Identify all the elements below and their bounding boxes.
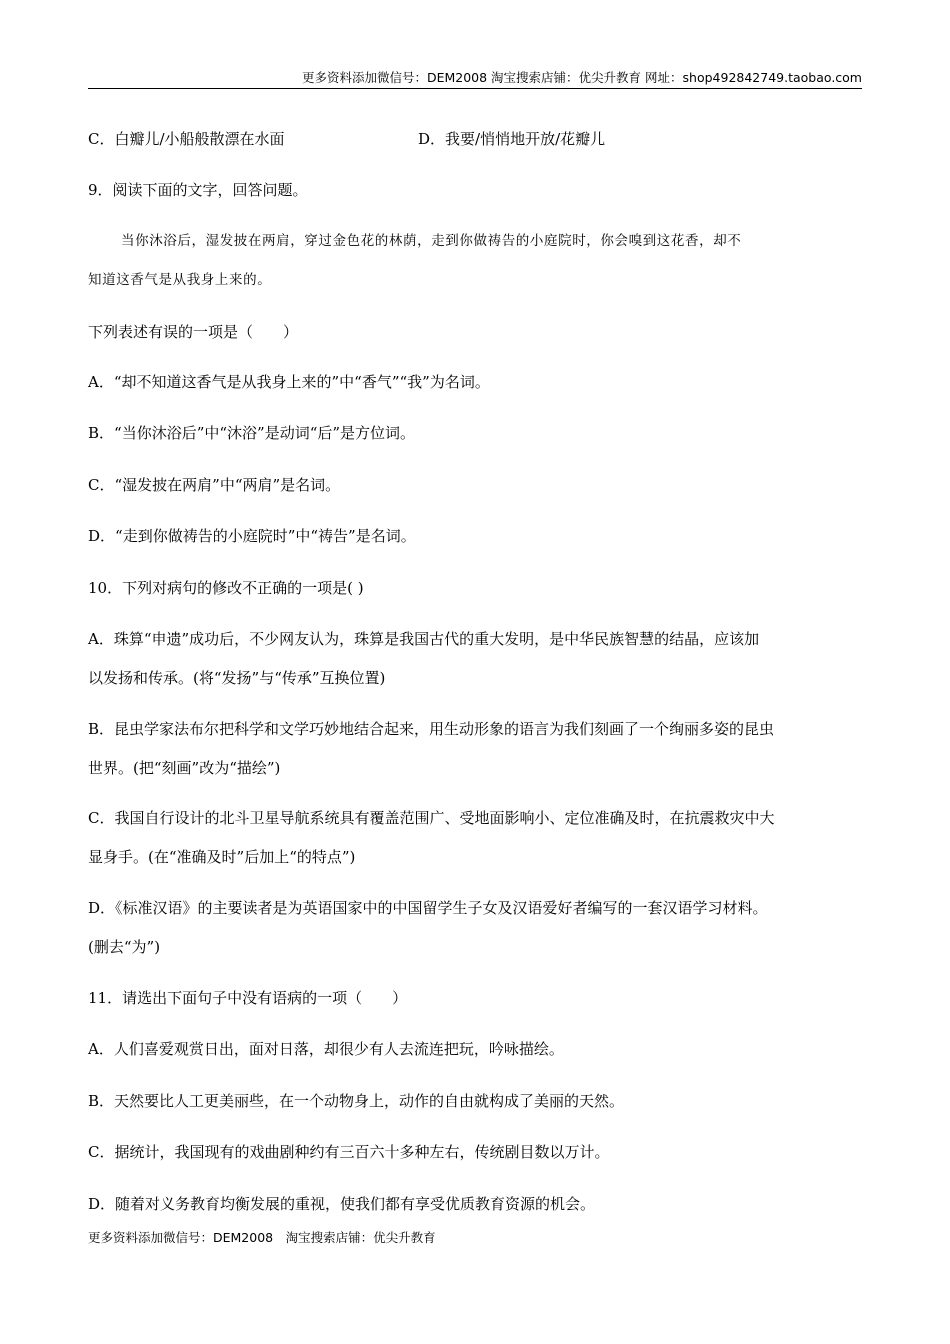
q10-option-d-line-1: D．《标准汉语》的主要读者是为英语国家中的中国留学生子女及汉语爱好者编写的一套汉语学习材料。 xyxy=(88,899,768,917)
page-header: 更多资料添加微信号：DEM2008 淘宝搜索店铺：优尖升教育 网址：shop492842749.taobao.com xyxy=(301,70,862,85)
q9-option-c: C．“湿发披在两肩”中“两肩”是名词。 xyxy=(88,476,341,494)
q9-stem: 9．阅读下面的文字，回答问题。 xyxy=(88,181,308,199)
page-footer: 更多资料添加微信号：DEM2008 淘宝搜索店铺：优尖升教育 xyxy=(88,1230,436,1245)
header-divider xyxy=(88,88,862,89)
q10-stem: 10．下列对病句的修改不正确的一项是( ) xyxy=(88,579,364,597)
q11-option-d: D．随着对义务教育均衡发展的重视，使我们都有享受优质教育资源的机会。 xyxy=(88,1195,596,1213)
q10-option-b-line-1: B．昆虫学家法布尔把科学和文学巧妙地结合起来，用生动形象的语言为我们刻画了一个绚丽多姿的昆虫 xyxy=(88,720,775,738)
q9-prompt: 下列表述有误的一项是（ ） xyxy=(88,323,299,341)
q9-option-d: D．“走到你做祷告的小庭院时”中“祷告”是名词。 xyxy=(88,527,416,545)
q10-option-d-line-2: (删去“为”) xyxy=(88,938,161,956)
q9-passage-line-2: 知道这香气是从我身上来的。 xyxy=(88,272,272,288)
q8-option-d: D．我要/悄悄地开放/花瓣儿 xyxy=(418,130,606,148)
q10-option-c-line-1: C．我国自行设计的北斗卫星导航系统具有覆盖范围广、受地面影响小、定位准确及时，在抗震救灾中大 xyxy=(88,809,775,827)
q11-option-a: A．人们喜爱观赏日出，面对日落，却很少有人去流连把玩，吟咏描绘。 xyxy=(88,1040,564,1058)
q11-option-b: B．天然要比人工更美丽些，在一个动物身上，动作的自由就构成了美丽的天然。 xyxy=(88,1092,625,1110)
q11-option-c: C．据统计，我国现有的戏曲剧种约有三百六十多种左右，传统剧目数以万计。 xyxy=(88,1143,610,1161)
q9-passage-line-1: 当你沐浴后，湿发披在两肩，穿过金色花的林荫，走到你做祷告的小庭院时，你会嗅到这花香，却不 xyxy=(121,233,742,249)
q10-option-a-line-1: A．珠算“申遗”成功后，不少网友认为，珠算是我国古代的重大发明，是中华民族智慧的结晶，应该加 xyxy=(88,630,760,648)
q10-option-b-line-2: 世界。(把“刻画”改为“描绘”) xyxy=(88,759,281,777)
q8-option-c: C．白瓣儿/小船般散漂在水面 xyxy=(88,130,285,148)
q10-option-a-line-2: 以发扬和传承。(将“发扬”与“传承”互换位置) xyxy=(88,669,386,687)
q11-stem: 11．请选出下面句子中没有语病的一项（ ） xyxy=(88,989,408,1007)
q9-option-b: B．“当你沐浴后”中“沐浴”是动词“后”是方位词。 xyxy=(88,424,416,442)
q10-option-c-line-2: 显身手。(在“准确及时”后加上“的特点”) xyxy=(88,848,356,866)
q9-option-a: A．“却不知道这香气是从我身上来的”中“香气”“我”为名词。 xyxy=(88,373,490,391)
